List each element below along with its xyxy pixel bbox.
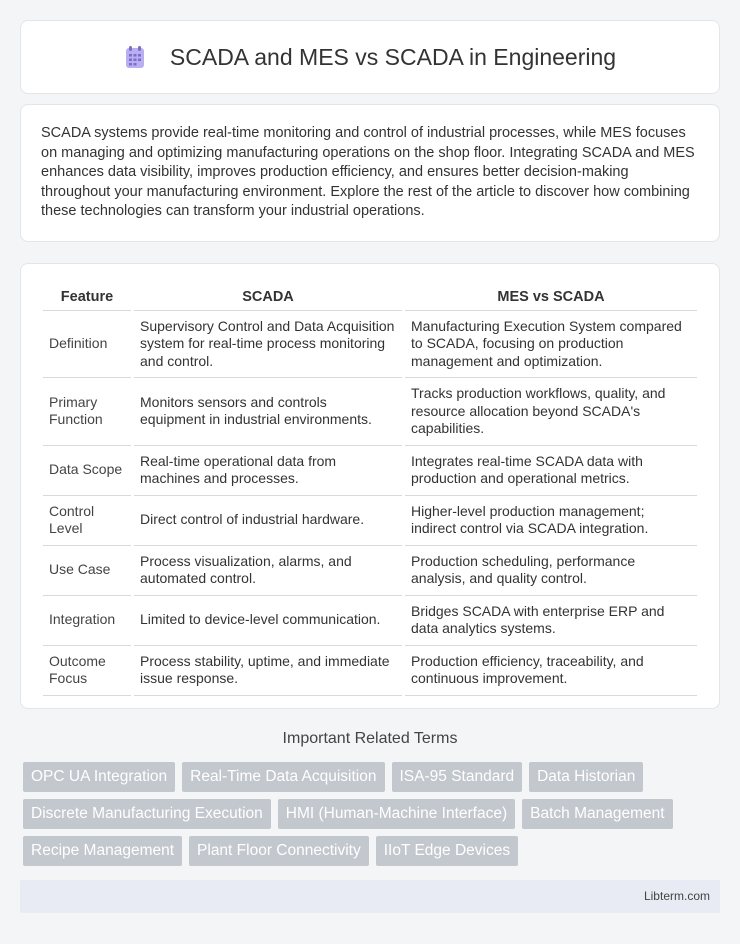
comparison-table (43, 284, 697, 696)
feature-cell: Primary Function (43, 378, 131, 446)
mes-vs-scada-cell: Bridges SCADA with enterprise ERP and data analytics systems. (405, 596, 697, 646)
footer (20, 880, 720, 913)
related-term-tag[interactable]: Batch Management (522, 799, 672, 829)
feature-cell: Integration (43, 596, 131, 646)
table-row (43, 378, 697, 446)
related-term-tag[interactable]: ISA-95 Standard (392, 762, 523, 792)
mes-vs-scada-cell: Higher-level production management; indirect control via SCADA integration. (405, 496, 697, 546)
footer-site-link[interactable]: Libterm.com (643, 889, 710, 903)
related-term-tag[interactable]: Data Historian (529, 762, 643, 792)
column-header-feature: Feature (43, 284, 131, 311)
table-row (43, 446, 697, 496)
related-term-tag[interactable]: HMI (Human-Machine Interface) (278, 799, 515, 829)
related-terms-list (23, 762, 723, 866)
comparison-table-card (20, 263, 720, 709)
mes-vs-scada-cell: Manufacturing Execution System compared to SCADA, focusing on production management and optimization. (405, 311, 697, 379)
related-term-tag[interactable]: Plant Floor Connectivity (189, 836, 369, 866)
related-term-tag[interactable]: Real-Time Data Acquisition (182, 762, 384, 792)
mes-vs-scada-cell: Integrates real-time SCADA data with production and operational metrics. (405, 446, 697, 496)
table-row (43, 646, 697, 696)
feature-cell: Definition (43, 311, 131, 379)
feature-cell: Data Scope (43, 446, 131, 496)
table-row (43, 496, 697, 546)
related-term-tag[interactable]: Discrete Manufacturing Execution (23, 799, 271, 829)
scada-cell: Supervisory Control and Data Acquisition system for real-time process monitoring and control. (134, 311, 402, 379)
feature-cell: Use Case (43, 546, 131, 596)
header-card (20, 20, 720, 94)
table-row (43, 596, 697, 646)
scada-cell: Process stability, uptime, and immediate issue response. (134, 646, 402, 696)
related-terms-title: Important Related Terms (282, 730, 458, 747)
intro-card (20, 104, 720, 242)
related-term-tag[interactable]: IIoT Edge Devices (376, 836, 518, 866)
scada-cell: Real-time operational data from machines and processes. (134, 446, 402, 496)
table-header-row (43, 284, 697, 311)
column-header-scada: SCADA (134, 284, 402, 311)
feature-cell: Control Level (43, 496, 131, 546)
scada-cell: Limited to device-level communication. (134, 596, 402, 646)
column-header-mes-vs-scada: MES vs SCADA (405, 284, 697, 311)
related-term-tag[interactable]: OPC UA Integration (23, 762, 175, 792)
table-row (43, 311, 697, 379)
mes-vs-scada-cell: Production scheduling, performance analysis, and quality control. (405, 546, 697, 596)
scada-cell: Direct control of industrial hardware. (134, 496, 402, 546)
feature-cell: Outcome Focus (43, 646, 131, 696)
related-term-tag[interactable]: Recipe Management (23, 836, 182, 866)
page-title: SCADA and MES vs SCADA in Engineering (169, 43, 617, 70)
scada-cell: Process visualization, alarms, and automated control. (134, 546, 402, 596)
scada-cell: Monitors sensors and controls equipment in industrial environments. (134, 378, 402, 446)
mes-vs-scada-cell: Production efficiency, traceability, and continuous improvement. (405, 646, 697, 696)
mes-vs-scada-cell: Tracks production workflows, quality, and resource allocation beyond SCADA's capabilities. (405, 378, 697, 446)
table-row (43, 546, 697, 596)
intro-paragraph: SCADA systems provide real-time monitoring and control of industrial processes, while MES focuses on managing and optimizing manufacturing operations on the shop floor. Integrating SCADA and MES enhances data visibility, improves production efficiency, and ensures better decision-making throughout your manufacturing environment. Explore the rest of the article to discover how combining these technologies can transform your industrial operations. (41, 125, 695, 220)
document-icon (124, 45, 146, 69)
